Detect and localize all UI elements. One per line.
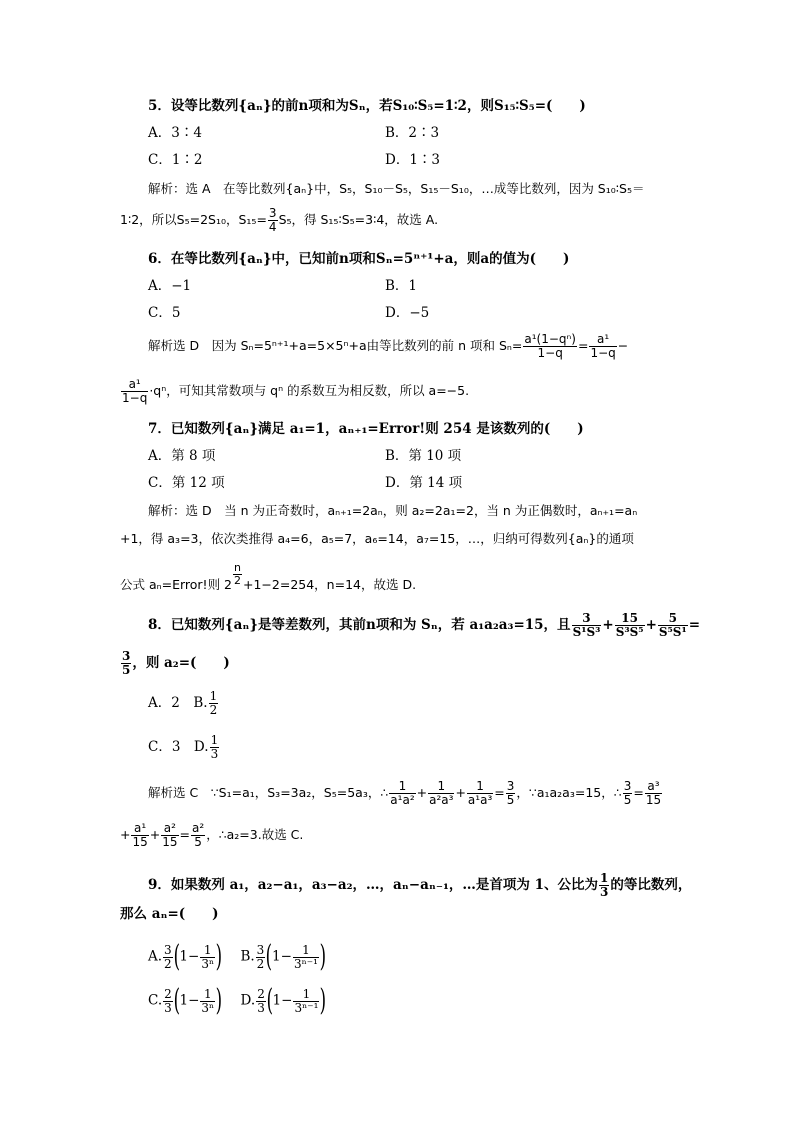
q9-stem-text-a: 9．如果数列 a₁，a₂−a₁，a₃−a₂，…，aₙ−aₙ₋₁，…是首项为 1、公比为 xyxy=(148,877,598,893)
q8-r-den: 5 xyxy=(122,663,131,677)
q8-sol2-plus-2: + xyxy=(149,827,161,842)
q9-d-fden: 3ⁿ⁻¹ xyxy=(294,1000,319,1015)
q9-option-c-label: C. xyxy=(148,992,163,1009)
q5-solution-line2 xyxy=(120,207,438,234)
q8-t1-num: 3 xyxy=(582,611,591,625)
q9-c-frac xyxy=(200,988,215,1015)
q8-d-den: 3 xyxy=(210,747,219,761)
q9-a-rparen: ) xyxy=(215,939,223,974)
q5-solution-line1: 解析：选 A 在等比数列{aₙ}中，S₅，S₁₀－S₅，S₁₅－S₁₀，…成等比数列，因为 S₁₀∶S₅＝ xyxy=(148,181,645,196)
q9-a-den: 2 xyxy=(164,956,172,971)
q9-b-fnum: 1 xyxy=(302,942,310,957)
q8-stem-line1 xyxy=(148,612,700,639)
q7-solution-line3 xyxy=(120,562,416,594)
q7-exponent-fraction xyxy=(233,562,242,587)
q9-a-fden: 3ⁿ xyxy=(201,956,215,971)
q8-s6-den: 15 xyxy=(645,793,662,807)
q6-option-a: A．−1 xyxy=(148,278,192,294)
q8-s4-den: 5 xyxy=(506,793,515,807)
q8-equals: = xyxy=(688,617,701,633)
q8-sol-text-a: 解析选 C ∵S₁=a₁，S₃=3a₂，S₅=5a₃，∴ xyxy=(148,785,389,800)
q8-sol-text-c: ，∴a₂=3.故选 C. xyxy=(206,827,304,842)
q9-option-a-label: A. xyxy=(148,948,163,965)
q9-c-inner: 1− xyxy=(179,992,200,1009)
q8-s7-num: a¹ xyxy=(134,821,147,835)
q8-s6-num: a³ xyxy=(647,779,660,793)
q8-s2 xyxy=(428,780,454,807)
q6-fraction-2 xyxy=(589,333,616,360)
q7-option-b: B．第 10 项 xyxy=(385,448,462,464)
q9-a-lparen: ( xyxy=(173,939,180,974)
q8-s3-num: 1 xyxy=(476,779,484,793)
q8-s9-num: a² xyxy=(192,821,205,835)
q9-b-den: 2 xyxy=(256,956,265,971)
q5-fraction xyxy=(268,207,278,234)
q8-s3 xyxy=(467,780,493,807)
q8-s4-num: 3 xyxy=(506,779,515,793)
q9-a-num: 3 xyxy=(164,942,172,957)
q8-s6 xyxy=(645,780,662,807)
q8-option-d-fraction xyxy=(210,734,220,761)
q8-s5-den: 5 xyxy=(623,793,632,807)
q6-solution-line2 xyxy=(120,378,469,405)
q9-ratio xyxy=(599,872,609,899)
q5-sol-text-a: 1∶2，所以S₅=2S₁₀，S₁₅= xyxy=(120,212,267,227)
q8-s-plus-1: + xyxy=(416,785,428,800)
q9-options-cd xyxy=(148,983,327,1018)
q8-option-c: C．3 D. xyxy=(148,739,209,755)
q8-stem-line2 xyxy=(120,650,230,677)
q9-c-fnum: 1 xyxy=(204,986,212,1001)
q9-d-rparen: ) xyxy=(320,983,327,1018)
q8-s7 xyxy=(131,822,148,849)
q9-b-num: 3 xyxy=(256,942,265,957)
q7-sol-text-a: 公式 aₙ=Error!则 2 xyxy=(120,577,232,593)
q6-equals: = xyxy=(577,338,589,353)
q9-a-coef xyxy=(163,944,173,971)
q5-option-d: D．1∶3 xyxy=(385,152,441,168)
q8-s4 xyxy=(506,780,516,807)
q8-option-a: A．2 B. xyxy=(148,695,208,711)
q8-s3-den: a¹a³ xyxy=(467,793,493,807)
q8-s2-num: 1 xyxy=(437,779,446,793)
q8-b-num: 1 xyxy=(209,689,218,703)
q8-sol-text-b: ，∵a₁a₂a₃=15，∴ xyxy=(516,785,622,800)
q9-r-den: 3 xyxy=(599,885,609,899)
q7-solution-line1: 解析：选 D 当 n 为正奇数时，aₙ₊₁=2aₙ，则 a₂=2a₁=2，当 n 为正偶数时，aₙ₊₁=aₙ xyxy=(148,503,638,518)
q8-t1-den: S¹S³ xyxy=(572,625,601,639)
q6-solution-line1 xyxy=(148,333,628,360)
q8-term-2 xyxy=(615,612,645,639)
q5-sol-text-b: S₅，得 S₁₅∶S₅=3∶4，故选 A. xyxy=(278,212,439,227)
q8-solution-line1 xyxy=(148,780,663,807)
q9-d-fnum: 1 xyxy=(302,986,311,1001)
q5-stem: 5．设等比数列{aₙ}的前n项和为Sₙ，若S₁₀∶S₅=1∶2，则S₁₅∶S₅=( ) xyxy=(148,98,586,114)
q8-s8-num: a² xyxy=(163,821,176,835)
q8-term-1 xyxy=(572,612,602,639)
q8-ratio xyxy=(121,650,131,677)
q7-option-d: D．第 14 项 xyxy=(385,475,463,491)
q9-d-inner: 1− xyxy=(272,992,293,1009)
q5-option-b: B．2∶3 xyxy=(385,125,440,141)
q6-f3-den: 1−q xyxy=(122,391,148,405)
q8-s1-den: a¹a² xyxy=(390,793,415,807)
q9-a-inner: 1− xyxy=(179,948,200,965)
q9-b-fden: 3ⁿ⁻¹ xyxy=(293,956,318,971)
q6-stem: 6．在等比数列{aₙ}中，已知前n项和Sₙ=5ⁿ⁺¹+a，则a的值为( ) xyxy=(148,251,570,267)
q7-solution-line2: +1，得 a₃=3，依次类推得 a₄=6，a₅=7，a₆=14，a₇=15，…，归纳可得数列{aₙ}的通项 xyxy=(120,531,634,546)
q7-exp-num: n xyxy=(234,561,241,574)
q9-a-frac xyxy=(200,944,215,971)
q6-f1-num: a¹(1−qⁿ) xyxy=(524,332,576,346)
q8-s1-num: 1 xyxy=(398,779,407,793)
q7-option-c: C．第 12 项 xyxy=(148,475,225,491)
q7-sol-text-b: +1−2=254，n=14，故选 D. xyxy=(243,577,417,593)
q9-b-lparen: ( xyxy=(265,939,273,974)
q6-minus: − xyxy=(617,338,629,353)
q9-b-frac xyxy=(293,944,319,971)
q6-option-d: D．−5 xyxy=(385,305,430,321)
q9-c-coef xyxy=(163,988,173,1015)
q8-s5 xyxy=(623,780,633,807)
q9-c-rparen: ) xyxy=(215,983,223,1018)
q9-b-coef xyxy=(256,944,266,971)
q8-s7-den: 15 xyxy=(132,835,148,849)
q5-option-a: A．3∶4 xyxy=(148,125,202,141)
q8-r-num: 3 xyxy=(122,649,131,663)
q8-s2-den: a²a³ xyxy=(429,793,454,807)
q9-d-num: 2 xyxy=(257,986,265,1001)
q8-s9 xyxy=(191,822,205,849)
q6-f2-num: a¹ xyxy=(597,332,610,346)
q9-b-rparen: ) xyxy=(319,939,327,974)
q8-plus-2: + xyxy=(645,617,657,633)
q8-solution-line2 xyxy=(120,822,303,849)
q8-s8-den: 15 xyxy=(162,835,178,849)
q9-c-den: 3 xyxy=(164,1000,172,1015)
q8-s1 xyxy=(389,780,415,807)
q9-c-lparen: ( xyxy=(173,983,180,1018)
q7-exp-den: 2 xyxy=(234,574,241,587)
q6-fraction-3 xyxy=(121,378,148,405)
q8-options-ab xyxy=(148,690,219,717)
q6-fraction-1 xyxy=(523,333,577,360)
q9-c-num: 2 xyxy=(164,986,172,1001)
q6-sol-text-a: 解析选 D 因为 Sₙ=5ⁿ⁺¹+a=5×5ⁿ+a由等比数列的前 n 项和 Sₙ= xyxy=(148,338,523,353)
q8-s-plus-2: + xyxy=(455,785,466,800)
q9-stem-line1 xyxy=(148,872,691,899)
q6-f3-num: a¹ xyxy=(128,377,141,391)
q9-options-ab xyxy=(148,939,327,974)
q9-c-fden: 3ⁿ xyxy=(201,1000,215,1015)
q5-frac-den: 4 xyxy=(268,220,277,234)
q8-t3-den: S⁵S¹ xyxy=(658,625,687,639)
q7-option-a: A．第 8 项 xyxy=(148,448,216,464)
q9-d-lparen: ( xyxy=(266,983,273,1018)
q9-option-d-label: D. xyxy=(240,992,256,1009)
q6-sol-text-b: ·qⁿ，可知其常数项与 qⁿ 的系数互为相反数，所以 a=−5. xyxy=(149,383,470,398)
q9-d-den: 3 xyxy=(257,1000,265,1015)
q8-d-num: 1 xyxy=(210,733,219,747)
q8-s5-num: 3 xyxy=(623,779,632,793)
q7-stem: 7．已知数列{aₙ}满足 a₁=1，aₙ₊₁=Error!则 254 是该数列的( ) xyxy=(148,421,584,437)
q6-option-c: C．5 xyxy=(148,305,181,321)
q8-term-3 xyxy=(658,612,688,639)
q6-f1-den: 1−q xyxy=(523,346,577,360)
q6-option-b: B．1 xyxy=(385,278,418,294)
q8-t3-num: 5 xyxy=(668,611,677,625)
q5-frac-num: 3 xyxy=(268,206,277,220)
q9-stem-line2: 那么 aₙ=( ) xyxy=(120,906,219,922)
q6-f2-den: 1−q xyxy=(590,346,616,360)
q8-s8 xyxy=(161,822,178,849)
q8-t2-num: 15 xyxy=(621,611,638,625)
q9-d-frac xyxy=(293,988,319,1015)
q8-s-equals: = xyxy=(494,785,505,800)
q8-sol2-equals: = xyxy=(179,827,191,842)
q8-s-equals-2: = xyxy=(633,785,644,800)
q8-s9-den: 5 xyxy=(191,835,205,849)
q8-stem-text-b: ，则 a₂=( ) xyxy=(132,655,230,671)
q9-a-fnum: 1 xyxy=(203,942,212,957)
q9-d-coef xyxy=(256,988,266,1015)
q8-sol2-plus: + xyxy=(120,827,131,842)
q8-options-cd xyxy=(148,734,220,761)
q5-option-c: C．1∶2 xyxy=(148,152,203,168)
q8-option-b-fraction xyxy=(209,690,219,717)
q9-r-num: 1 xyxy=(599,871,609,885)
q8-b-den: 2 xyxy=(209,703,218,717)
q9-option-b-label: B. xyxy=(240,948,255,965)
q8-plus-1: + xyxy=(602,617,614,633)
q8-stem-text-a: 8．已知数列{aₙ}是等差数列，其前n项和为 Sₙ，若 a₁a₂a₃=15，且 xyxy=(148,617,571,633)
q9-stem-text-b: 的等比数列， xyxy=(610,877,692,893)
q9-b-inner: 1− xyxy=(272,948,292,965)
q8-t2-den: S³S⁵ xyxy=(615,625,644,639)
